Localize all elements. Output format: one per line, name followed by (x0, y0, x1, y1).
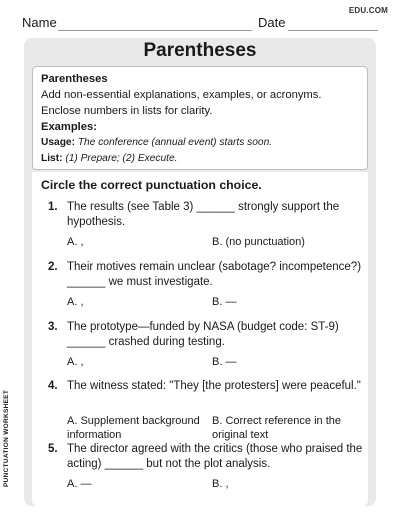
question-number: 3. (48, 321, 58, 333)
list-example (41, 151, 359, 167)
rule-box (32, 66, 368, 170)
option-b[interactable]: B. Correct reference in the original text (212, 415, 342, 441)
question-number: 4. (48, 380, 58, 392)
list-text: (1) Prepare; (2) Execute. (65, 153, 178, 164)
usage-text: The conference (annual event) starts soon. (77, 137, 273, 148)
usage-label: Usage: (41, 137, 75, 148)
list-label: List: (41, 153, 63, 164)
option-a[interactable]: A. , (67, 236, 84, 248)
option-b[interactable]: B. , (212, 478, 229, 490)
date-line (288, 30, 378, 31)
rule-heading: Parentheses (41, 73, 108, 85)
questions-panel (32, 172, 368, 506)
rule-line-1: Add non-essential explanations, examples, or acronyms. (41, 89, 322, 101)
usage-example (41, 135, 359, 151)
name-date-header (22, 15, 378, 35)
option-a[interactable]: A. , (67, 296, 84, 308)
question-stem: Their motives remain unclear (sabotage? incompetence?) ______ we must investigate. (67, 261, 362, 288)
question-number: 2. (48, 261, 58, 273)
option-b[interactable]: B. (no punctuation) (212, 236, 305, 248)
question-number: 5. (48, 443, 58, 455)
question-stem: The results (see Table 3) ______ strongly support the hypothesis. (67, 201, 340, 228)
instructions: Circle the correct punctuation choice. (41, 178, 262, 192)
examples-label: Examples: (41, 121, 97, 133)
worksheet-card (24, 38, 376, 506)
question-stem: The witness stated: "They [the protesters] were peaceful." (67, 380, 361, 392)
date-label: Date (258, 15, 286, 30)
option-a[interactable]: A. , (67, 356, 84, 368)
option-a[interactable]: A. Supplement background information (67, 415, 200, 441)
rule-line-2: Enclose numbers in lists for clarity. (41, 105, 213, 117)
name-line (58, 30, 252, 31)
question-stem: The prototype—funded by NASA (budget code: ST-9) ______ crashed during testing. (67, 321, 339, 348)
page-title: Parentheses (143, 40, 257, 61)
option-a[interactable]: A. — (67, 478, 92, 490)
side-label: PUNCTUATION WORKSHEET (3, 389, 10, 487)
question-number: 1. (48, 201, 58, 213)
brand-logo: EDU.COM (348, 6, 388, 15)
name-label: Name (22, 15, 57, 30)
option-b[interactable]: B. — (212, 356, 237, 368)
question-stem: The director agreed with the critics (those who praised the acting) ______ but not the plot analysis. (67, 443, 363, 470)
option-b[interactable]: B. — (212, 296, 237, 308)
